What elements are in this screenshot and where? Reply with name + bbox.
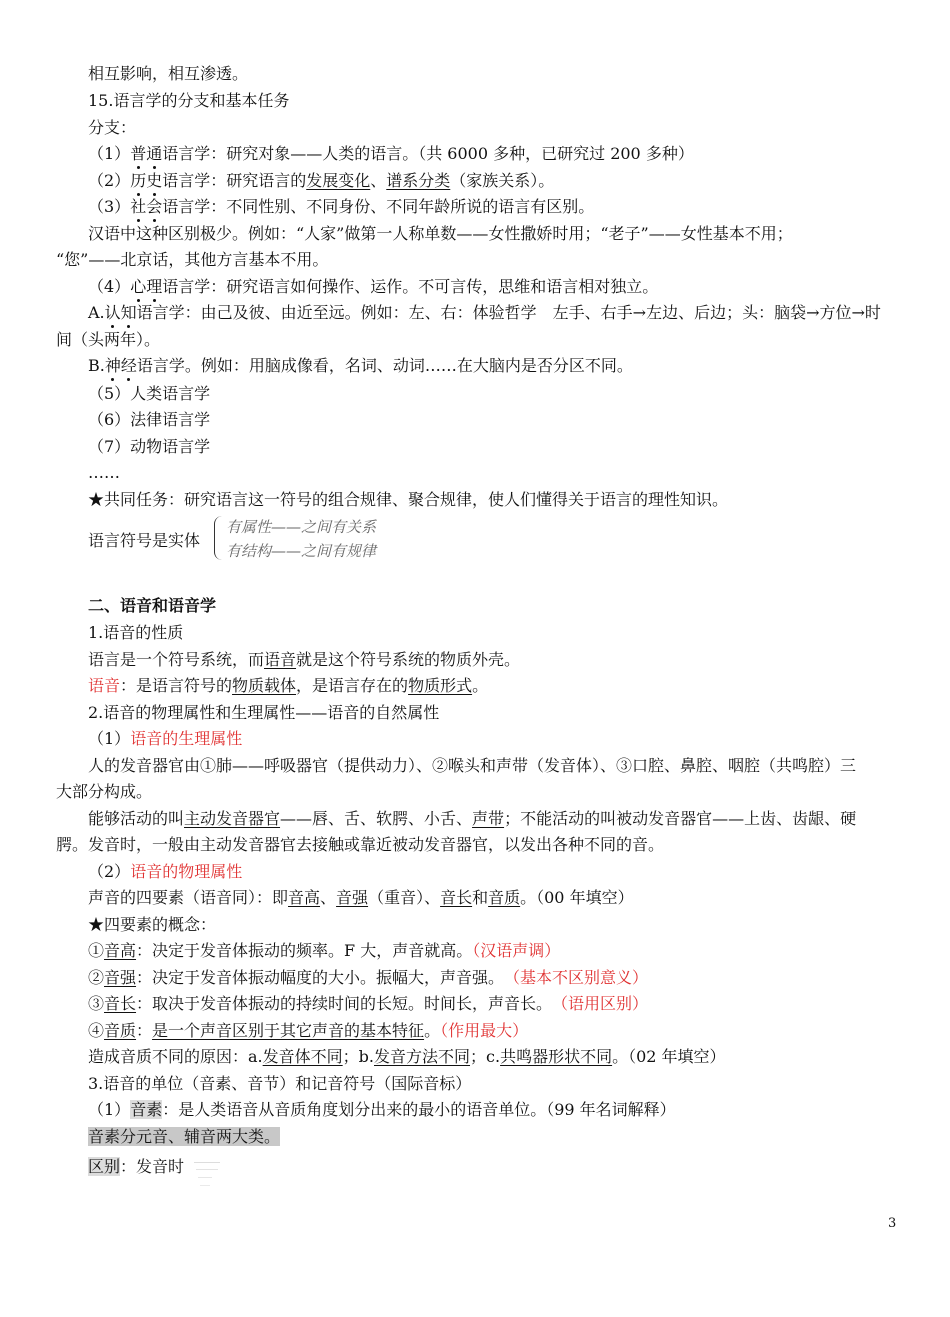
branch-item-2: （2）历史语言学：研究语言的发展变化、谱系分类（家族关系）。: [88, 171, 555, 190]
text-line: 汉语中这种区别极少。例如：“人家”做第一人称单数——女性撒娇时用；“老子”——女性基本不用；: [88, 224, 793, 243]
text-line: ★四要素的概念：: [88, 915, 217, 934]
branch-item-6: （6）法律语言学: [88, 410, 211, 429]
text-line: 音素分元音、辅音两大类。: [88, 1127, 281, 1146]
subsection-heading: （2）语音的物理属性: [88, 862, 243, 881]
text-line: 造成音质不同的原因：a.发音体不同；b.发音方法不同；c.共鸣器形状不同。（02 年填空）: [88, 1047, 726, 1066]
text-line: 间（头两年）。: [56, 330, 161, 349]
text-line: “您”——北京话，其他方言基本不用。: [56, 250, 329, 269]
text-line: 语言是一个符号系统，而语音就是这个符号系统的物质外壳。: [88, 650, 521, 669]
text-line: 分支：: [88, 118, 137, 137]
branch-item-7: （7）动物语言学: [88, 437, 211, 456]
branch-item-1: （1）普通语言学：研究对象——人类的语言。（共 6000 多种，已研究过 200 多种）: [88, 144, 694, 163]
brace-item: 有结构——之间有规律: [226, 542, 377, 560]
faint-graphic: [194, 1160, 226, 1190]
text-line: 腭。发音时，一般由主动发音器官去接触或靠近被动发音器官，以发出各种不同的音。: [56, 835, 665, 854]
subsection-heading: （1）语音的生理属性: [88, 729, 243, 748]
section-heading: 3.语音的单位（音素、音节）和记音符号（国际音标）: [88, 1074, 472, 1093]
branch-item-4: （4）心理语言学：研究语言如何操作、运作。不可言传，思维和语言相对独立。: [88, 277, 659, 296]
brace-label: 语言符号是实体: [88, 531, 201, 550]
section-heading: 15.语言学的分支和基本任务: [88, 91, 290, 110]
text-line: （1）音素：是人类语音从音质角度划分出来的最小的语音单位。（99 年名词解释）: [88, 1100, 676, 1119]
sub-item-a: A.认知语言学：由己及彼、由近至远。例如：左、右：体验哲学 左手、右手→左边、后边；头：脑袋→方位→时: [88, 303, 881, 322]
text-line: 相互影响，相互渗透。: [88, 64, 249, 83]
sub-item-b: B.神经语言学。例如：用脑成像看，名词、动词……在大脑内是否分区不同。: [88, 356, 633, 375]
section-heading: 1.语音的性质: [88, 623, 184, 642]
text-line: 声音的四要素（语音同）：即音高、音强（重音）、音长和音质。（00 年填空）: [88, 888, 634, 907]
common-task: ★共同任务：研究语言这一符号的组合规律、聚合规律，使人们懂得关于语言的理性知识。: [88, 490, 729, 509]
ellipsis: ……: [88, 463, 120, 482]
curly-brace: [214, 516, 223, 560]
concept-item-2: ②音强：决定于发音体振动幅度的大小。振幅大，声音强。 （基本不区别意义）: [88, 968, 649, 987]
brace-item: 有属性——之间有关系: [226, 518, 377, 536]
text-line: 大部分构成。: [56, 782, 153, 801]
concept-item-4: ④音质：是一个声音区别于其它声音的基本特征。（作用最大）: [88, 1021, 529, 1040]
text-line: 语音：是语言符号的物质载体，是语言存在的物质形式。: [88, 676, 489, 695]
chapter-heading: 二、语音和语音学: [88, 596, 217, 615]
text-line: 区别：发音时: [88, 1157, 185, 1176]
text-line: 能够活动的叫主动发音器官——唇、舌、软腭、小舌、声带；不能活动的叫被动发音器官——上齿、齿龈、硬: [88, 809, 857, 828]
section-heading: 2.语音的物理属性和生理属性——语音的自然属性: [88, 703, 440, 722]
branch-item-5: （5）人类语言学: [88, 384, 211, 403]
text-line: 人的发音器官由①肺——呼吸器官（提供动力）、②喉头和声带（发音体）、③口腔、鼻腔、咽腔（共鸣腔）三: [88, 756, 857, 775]
concept-item-3: ③音长：取决于发音体振动的持续时间的长短。时间长，声音长。 （语用区别）: [88, 994, 649, 1013]
branch-item-3: （3）社会语言学：不同性别、不同身份、不同年龄所说的语言有区别。: [88, 197, 595, 216]
concept-item-1: ①音高：决定于发音体振动的频率。F 大，声音就高。（汉语声调）: [88, 941, 561, 960]
page-number: 3: [888, 1216, 897, 1231]
